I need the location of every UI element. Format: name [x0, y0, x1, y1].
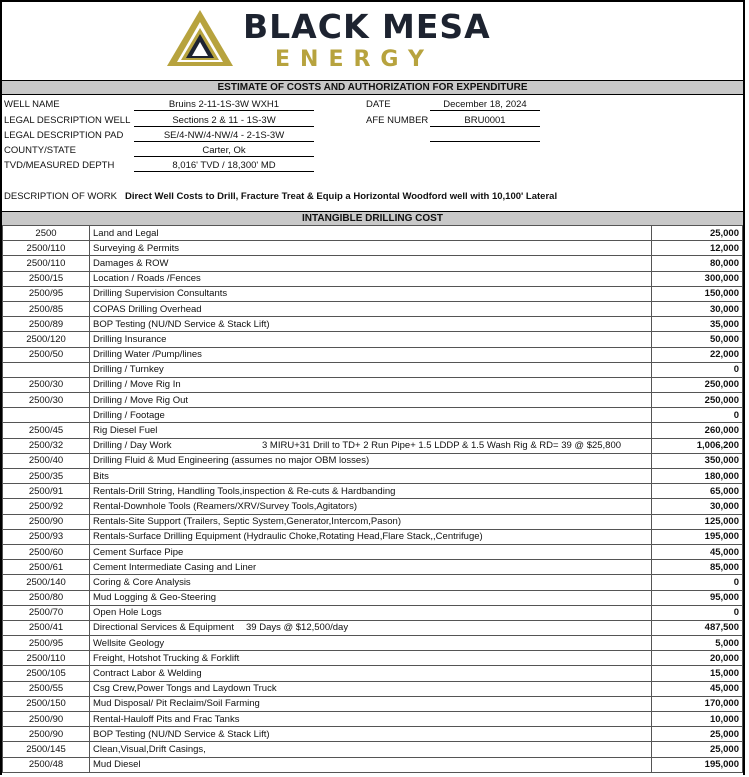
cost-note: 39 Days @ $12,500/day [246, 621, 349, 633]
cost-amount: 45,000 [652, 544, 743, 559]
table-row [3, 529, 743, 544]
cost-code: 2500/40 [3, 453, 90, 468]
cost-description: Csg Crew,Power Tongs and Laydown Truck [93, 683, 277, 695]
date-label: DATE [366, 99, 391, 110]
cost-description-cell [90, 605, 652, 620]
company-name: BLACK MESA [243, 7, 491, 46]
table-row [3, 317, 743, 332]
cost-code: 2500/45 [3, 423, 90, 438]
table-row [3, 256, 743, 271]
table-row [3, 544, 743, 559]
cost-description: Rental-Downhole Tools (Reamers/XRV/Survey Tools,Agitators) [93, 500, 358, 512]
table-row [3, 651, 743, 666]
cost-code: 2500/55 [3, 681, 90, 696]
cost-description: Land and Legal [93, 227, 159, 239]
table-row [3, 393, 743, 408]
table-row [3, 499, 743, 514]
cost-description-cell [90, 666, 652, 681]
cost-description: Drilling / Turnkey [93, 364, 164, 376]
cost-description-cell [90, 453, 652, 468]
cost-amount: 10,000 [652, 712, 743, 727]
table-row [3, 408, 743, 423]
cost-description: BOP Testing (NU/ND Service & Stack Lift) [93, 728, 270, 740]
cost-code [3, 362, 90, 377]
cost-description-cell [90, 681, 652, 696]
cost-description-cell [90, 377, 652, 392]
cost-description: Surveying & Permits [93, 242, 180, 254]
cost-description-cell [90, 362, 652, 377]
cost-description: Wellsite Geology [93, 637, 165, 649]
cost-description: Rig Diesel Fuel [93, 425, 158, 437]
table-row [3, 226, 743, 241]
legal-pad-value: SE/4-NW/4-NW/4 - 2-1S-3W [134, 130, 314, 142]
cost-amount: 30,000 [652, 499, 743, 514]
table-row [3, 438, 743, 453]
cost-description-cell [90, 423, 652, 438]
blank-field-line [430, 130, 540, 142]
cost-description: Coring & Core Analysis [93, 576, 191, 588]
cost-amount: 300,000 [652, 271, 743, 286]
cost-amount: 30,000 [652, 301, 743, 316]
cost-description: Directional Services & Equipment [93, 622, 234, 634]
cost-description: Drilling Supervision Consultants [93, 288, 228, 300]
county-value: Carter, Ok [134, 145, 314, 157]
cost-description-cell [90, 317, 652, 332]
cost-code: 2500/92 [3, 499, 90, 514]
cost-description-cell [90, 438, 652, 453]
cost-description-cell [90, 469, 652, 484]
cost-description-cell [90, 499, 652, 514]
company-subname: ENERGY [275, 47, 434, 72]
depth-label: TVD/MEASURED DEPTH [4, 160, 115, 171]
cost-description: Open Hole Logs [93, 607, 162, 619]
cost-description-cell [90, 226, 652, 241]
table-row [3, 377, 743, 392]
cost-description-cell [90, 301, 652, 316]
cost-code: 2500/95 [3, 286, 90, 301]
cost-amount: 0 [652, 408, 743, 423]
table-row [3, 757, 743, 772]
cost-amount: 65,000 [652, 484, 743, 499]
cost-amount: 350,000 [652, 453, 743, 468]
cost-table-body [3, 226, 743, 773]
cost-code: 2500/80 [3, 590, 90, 605]
table-row [3, 696, 743, 711]
cost-code: 2500/150 [3, 696, 90, 711]
cost-description: Clean,Visual,Drift Casings, [93, 743, 206, 755]
cost-description-cell [90, 742, 652, 757]
table-row [3, 605, 743, 620]
cost-description-cell [90, 590, 652, 605]
cost-description-cell [90, 651, 652, 666]
cost-description: Drilling Water /Pump/lines [93, 349, 202, 361]
cost-amount: 45,000 [652, 681, 743, 696]
cost-description-cell [90, 560, 652, 575]
cost-code: 2500/95 [3, 636, 90, 651]
cost-code: 2500/120 [3, 332, 90, 347]
table-row [3, 423, 743, 438]
table-row [3, 666, 743, 681]
cost-description-cell [90, 727, 652, 742]
cost-amount: 170,000 [652, 696, 743, 711]
table-row [3, 560, 743, 575]
cost-code: 2500/32 [3, 438, 90, 453]
legal-well-label: LEGAL DESCRIPTION WELL [4, 115, 131, 126]
cost-amount: 150,000 [652, 286, 743, 301]
cost-description-cell [90, 575, 652, 590]
cost-description: Rentals-Surface Drilling Equipment (Hydraulic Choke,Rotating Head,Flare Stack,,Centrifuge) [93, 531, 483, 543]
cost-description: Cement Intermediate Casing and Liner [93, 561, 257, 573]
cost-amount: 22,000 [652, 347, 743, 362]
cost-code: 2500/90 [3, 712, 90, 727]
cost-description-cell [90, 271, 652, 286]
table-row [3, 347, 743, 362]
cost-code: 2500/41 [3, 620, 90, 635]
cost-code: 2500/110 [3, 241, 90, 256]
cost-amount: 195,000 [652, 757, 743, 772]
cost-description-cell [90, 256, 652, 271]
cost-code: 2500/50 [3, 347, 90, 362]
cost-description-cell [90, 347, 652, 362]
cost-description: COPAS Drilling Overhead [93, 303, 202, 315]
cost-description-cell [90, 757, 652, 772]
cost-description: Drilling Fluid & Mud Engineering (assumes no major OBM losses) [93, 455, 370, 467]
cost-amount: 250,000 [652, 393, 743, 408]
cost-code: 2500/85 [3, 301, 90, 316]
well-name-label: WELL NAME [4, 99, 60, 110]
cost-amount: 80,000 [652, 256, 743, 271]
cost-code: 2500/90 [3, 514, 90, 529]
cost-amount: 0 [652, 362, 743, 377]
cost-description: Drilling / Move Rig Out [93, 394, 189, 406]
cost-amount: 195,000 [652, 529, 743, 544]
table-row [3, 575, 743, 590]
table-row [3, 742, 743, 757]
cost-description-cell [90, 696, 652, 711]
cost-description-cell [90, 712, 652, 727]
cost-code: 2500/60 [3, 544, 90, 559]
table-row [3, 362, 743, 377]
cost-code: 2500/89 [3, 317, 90, 332]
cost-description-cell [90, 332, 652, 347]
cost-amount: 85,000 [652, 560, 743, 575]
table-row [3, 712, 743, 727]
cost-description-cell [90, 408, 652, 423]
afe-label: AFE NUMBER [366, 115, 429, 126]
table-row [3, 484, 743, 499]
cost-code: 2500/48 [3, 757, 90, 772]
depth-value: 8,016' TVD / 18,300' MD [134, 160, 314, 172]
document-title-bar: ESTIMATE OF COSTS AND AUTHORIZATION FOR EXPENDITURE [2, 80, 743, 95]
section-title-bar: INTANGIBLE DRILLING COST [2, 211, 743, 226]
table-row [3, 453, 743, 468]
cost-description: BOP Testing (NU/ND Service & Stack Lift) [93, 318, 270, 330]
cost-description-cell [90, 286, 652, 301]
table-row [3, 636, 743, 651]
cost-description-cell [90, 514, 652, 529]
table-row [3, 514, 743, 529]
cost-code: 2500/145 [3, 742, 90, 757]
cost-description: Bits [93, 470, 109, 482]
legal-pad-label: LEGAL DESCRIPTION PAD [4, 130, 124, 141]
table-row [3, 469, 743, 484]
cost-description: Freight, Hotshot Trucking & Forklift [93, 652, 240, 664]
cost-description: Contract Labor & Welding [93, 668, 202, 680]
description-of-work [4, 191, 557, 202]
cost-description-cell [90, 529, 652, 544]
cost-amount: 0 [652, 605, 743, 620]
mesa-diamond-icon [165, 8, 235, 70]
table-row [3, 727, 743, 742]
cost-amount: 1,006,200 [652, 438, 743, 453]
cost-description: Mud Logging & Geo-Steering [93, 592, 217, 604]
description-label: DESCRIPTION OF WORK [4, 191, 117, 202]
cost-amount: 5,000 [652, 636, 743, 651]
cost-amount: 25,000 [652, 226, 743, 241]
cost-code: 2500/30 [3, 393, 90, 408]
cost-description: Rentals-Site Support (Trailers, Septic System,Generator,Intercom,Pason) [93, 516, 401, 528]
cost-code: 2500/140 [3, 575, 90, 590]
cost-description-cell [90, 393, 652, 408]
table-row [3, 271, 743, 286]
cost-code: 2500/70 [3, 605, 90, 620]
cost-description-cell [90, 484, 652, 499]
date-value: December 18, 2024 [430, 99, 540, 111]
cost-amount: 25,000 [652, 742, 743, 757]
cost-description: Mud Disposal/ Pit Reclaim/Soil Farming [93, 698, 260, 710]
cost-amount: 25,000 [652, 727, 743, 742]
cost-description: Rentals-Drill String, Handling Tools,inspection & Re-cuts & Hardbanding [93, 485, 396, 497]
cost-amount: 0 [652, 575, 743, 590]
cost-code [3, 408, 90, 423]
cost-code: 2500/90 [3, 727, 90, 742]
cost-amount: 260,000 [652, 423, 743, 438]
cost-description: Mud Diesel [93, 759, 141, 771]
cost-description: Rental-Hauloff Pits and Frac Tanks [93, 713, 240, 725]
cost-code: 2500/35 [3, 469, 90, 484]
cost-amount: 12,000 [652, 241, 743, 256]
table-row [3, 620, 743, 635]
cost-description: Cement Surface Pipe [93, 546, 184, 558]
county-label: COUNTY/STATE [4, 145, 76, 156]
table-row [3, 286, 743, 301]
cost-amount: 180,000 [652, 469, 743, 484]
cost-description: Drilling / Footage [93, 409, 165, 421]
cost-code: 2500 [3, 226, 90, 241]
cost-amount: 15,000 [652, 666, 743, 681]
cost-description: Damages & ROW [93, 257, 169, 269]
legal-well-value: Sections 2 & 11 - 1S-3W [134, 115, 314, 127]
table-row [3, 301, 743, 316]
afe-value: BRU0001 [430, 115, 540, 127]
cost-amount: 95,000 [652, 590, 743, 605]
cost-table [2, 225, 743, 773]
table-row [3, 241, 743, 256]
cost-amount: 50,000 [652, 332, 743, 347]
cost-code: 2500/110 [3, 651, 90, 666]
table-row [3, 590, 743, 605]
table-row [3, 681, 743, 696]
cost-description: Drilling / Move Rig In [93, 379, 181, 391]
cost-amount: 20,000 [652, 651, 743, 666]
cost-code: 2500/91 [3, 484, 90, 499]
cost-code: 2500/30 [3, 377, 90, 392]
cost-description-cell [90, 544, 652, 559]
well-name-value: Bruins 2-11-1S-3W WXH1 [134, 99, 314, 111]
cost-code: 2500/105 [3, 666, 90, 681]
cost-description-cell [90, 636, 652, 651]
cost-amount: 125,000 [652, 514, 743, 529]
cost-description-cell [90, 241, 652, 256]
cost-description: Drilling Insurance [93, 333, 167, 345]
cost-note: 3 MIRU+31 Drill to TD+ 2 Run Pipe+ 1.5 LDDP & 1.5 Wash Rig & RD= 39 @ $25,800 [262, 439, 622, 451]
cost-code: 2500/61 [3, 560, 90, 575]
description-text: Direct Well Costs to Drill, Fracture Treat & Equip a Horizontal Woodford well with 10,100' Lateral [124, 191, 558, 202]
cost-amount: 35,000 [652, 317, 743, 332]
cost-code: 2500/93 [3, 529, 90, 544]
company-logo [2, 2, 743, 80]
cost-description: Drilling / Day Work [93, 440, 172, 452]
cost-code: 2500/15 [3, 271, 90, 286]
cost-amount: 487,500 [652, 620, 743, 635]
table-row [3, 332, 743, 347]
cost-amount: 250,000 [652, 377, 743, 392]
cost-description-cell [90, 620, 652, 635]
cost-description: Location / Roads /Fences [93, 273, 201, 285]
cost-code: 2500/110 [3, 256, 90, 271]
